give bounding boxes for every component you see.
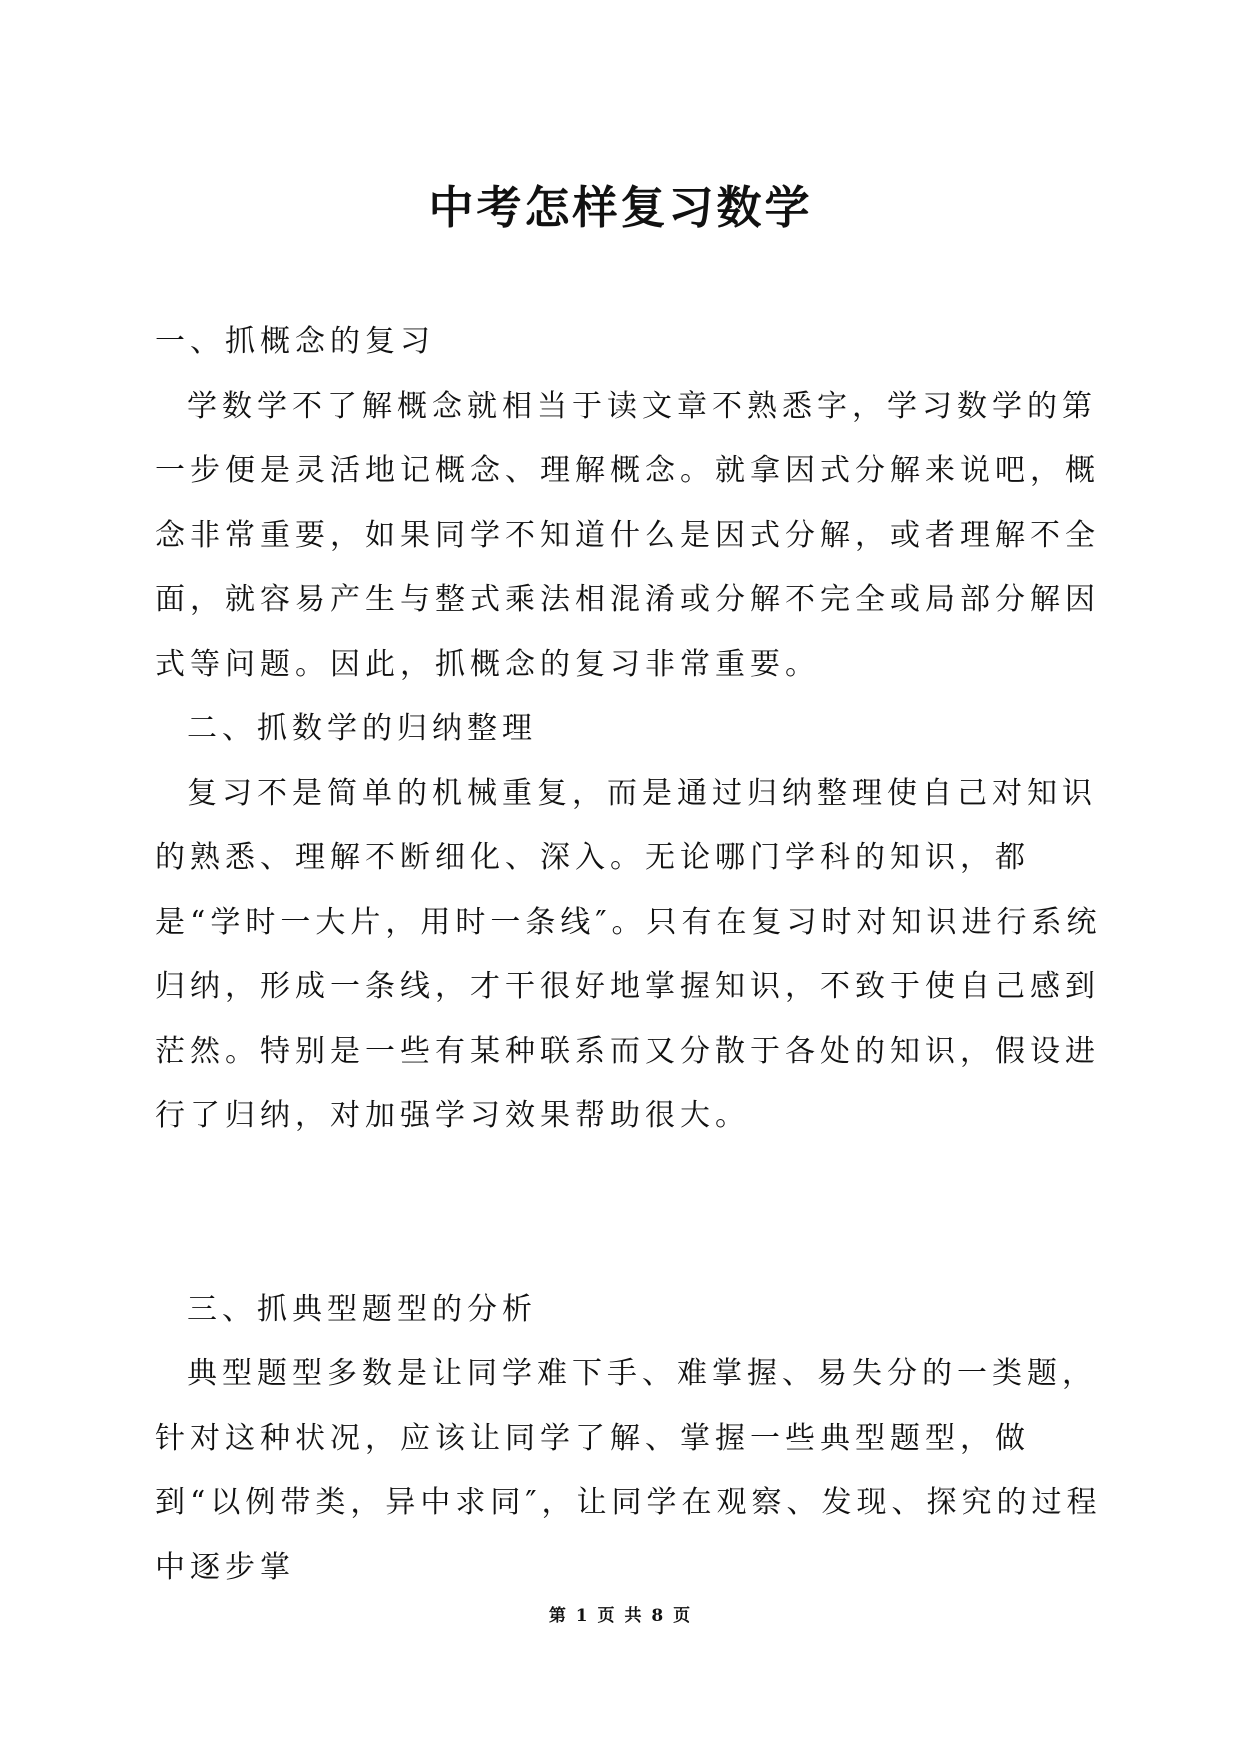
- section-paragraph-2: 复习不是简单的机械重复，而是通过归纳整理使自己对知识的熟悉、理解不断细化、深入。无论哪门学科的知识，都是“学时一大片，用时一条线″。只有在复习时对知识进行系统归纳，形成一条线，才干很好地掌握知识，不致于使自己感到茫然。特别是一些有某种联系而又分散于各处的知识，假设进行了归纳，对加强学习效果帮助很大。: [155, 775, 1102, 1133]
- blank-spacer: [155, 1149, 1115, 1278]
- document-body: [155, 310, 1115, 1600]
- section-heading-2: 二、抓数学的归纳整理: [187, 711, 537, 746]
- section-heading-1: 一、抓概念的复习: [155, 324, 435, 359]
- section-paragraph-3: 典型题型多数是让同学难下手、难掌握、易失分的一类题，针对这种状况，应该让同学了解、掌握一些典型题型，做到“以例带类，异中求同″，让同学在观察、发现、探究的过程中逐步掌: [155, 1356, 1102, 1585]
- section-paragraph-1: 学数学不了解概念就相当于读文章不熟悉字，学习数学的第一步便是灵活地记概念、理解概念。就拿因式分解来说吧，概念非常重要，如果同学不知道什么是因式分解，或者理解不全面，就容易产生与整式乘法相混淆或分解不完全或局部分解因式等问题。因此，抓概念的复习非常重要。: [155, 388, 1100, 682]
- section-heading-3: 三、抓典型题型的分析: [187, 1291, 537, 1327]
- page-number-footer: 第 1 页 共 8 页: [548, 1606, 693, 1626]
- document-title: 中考怎样复习数学: [428, 181, 813, 234]
